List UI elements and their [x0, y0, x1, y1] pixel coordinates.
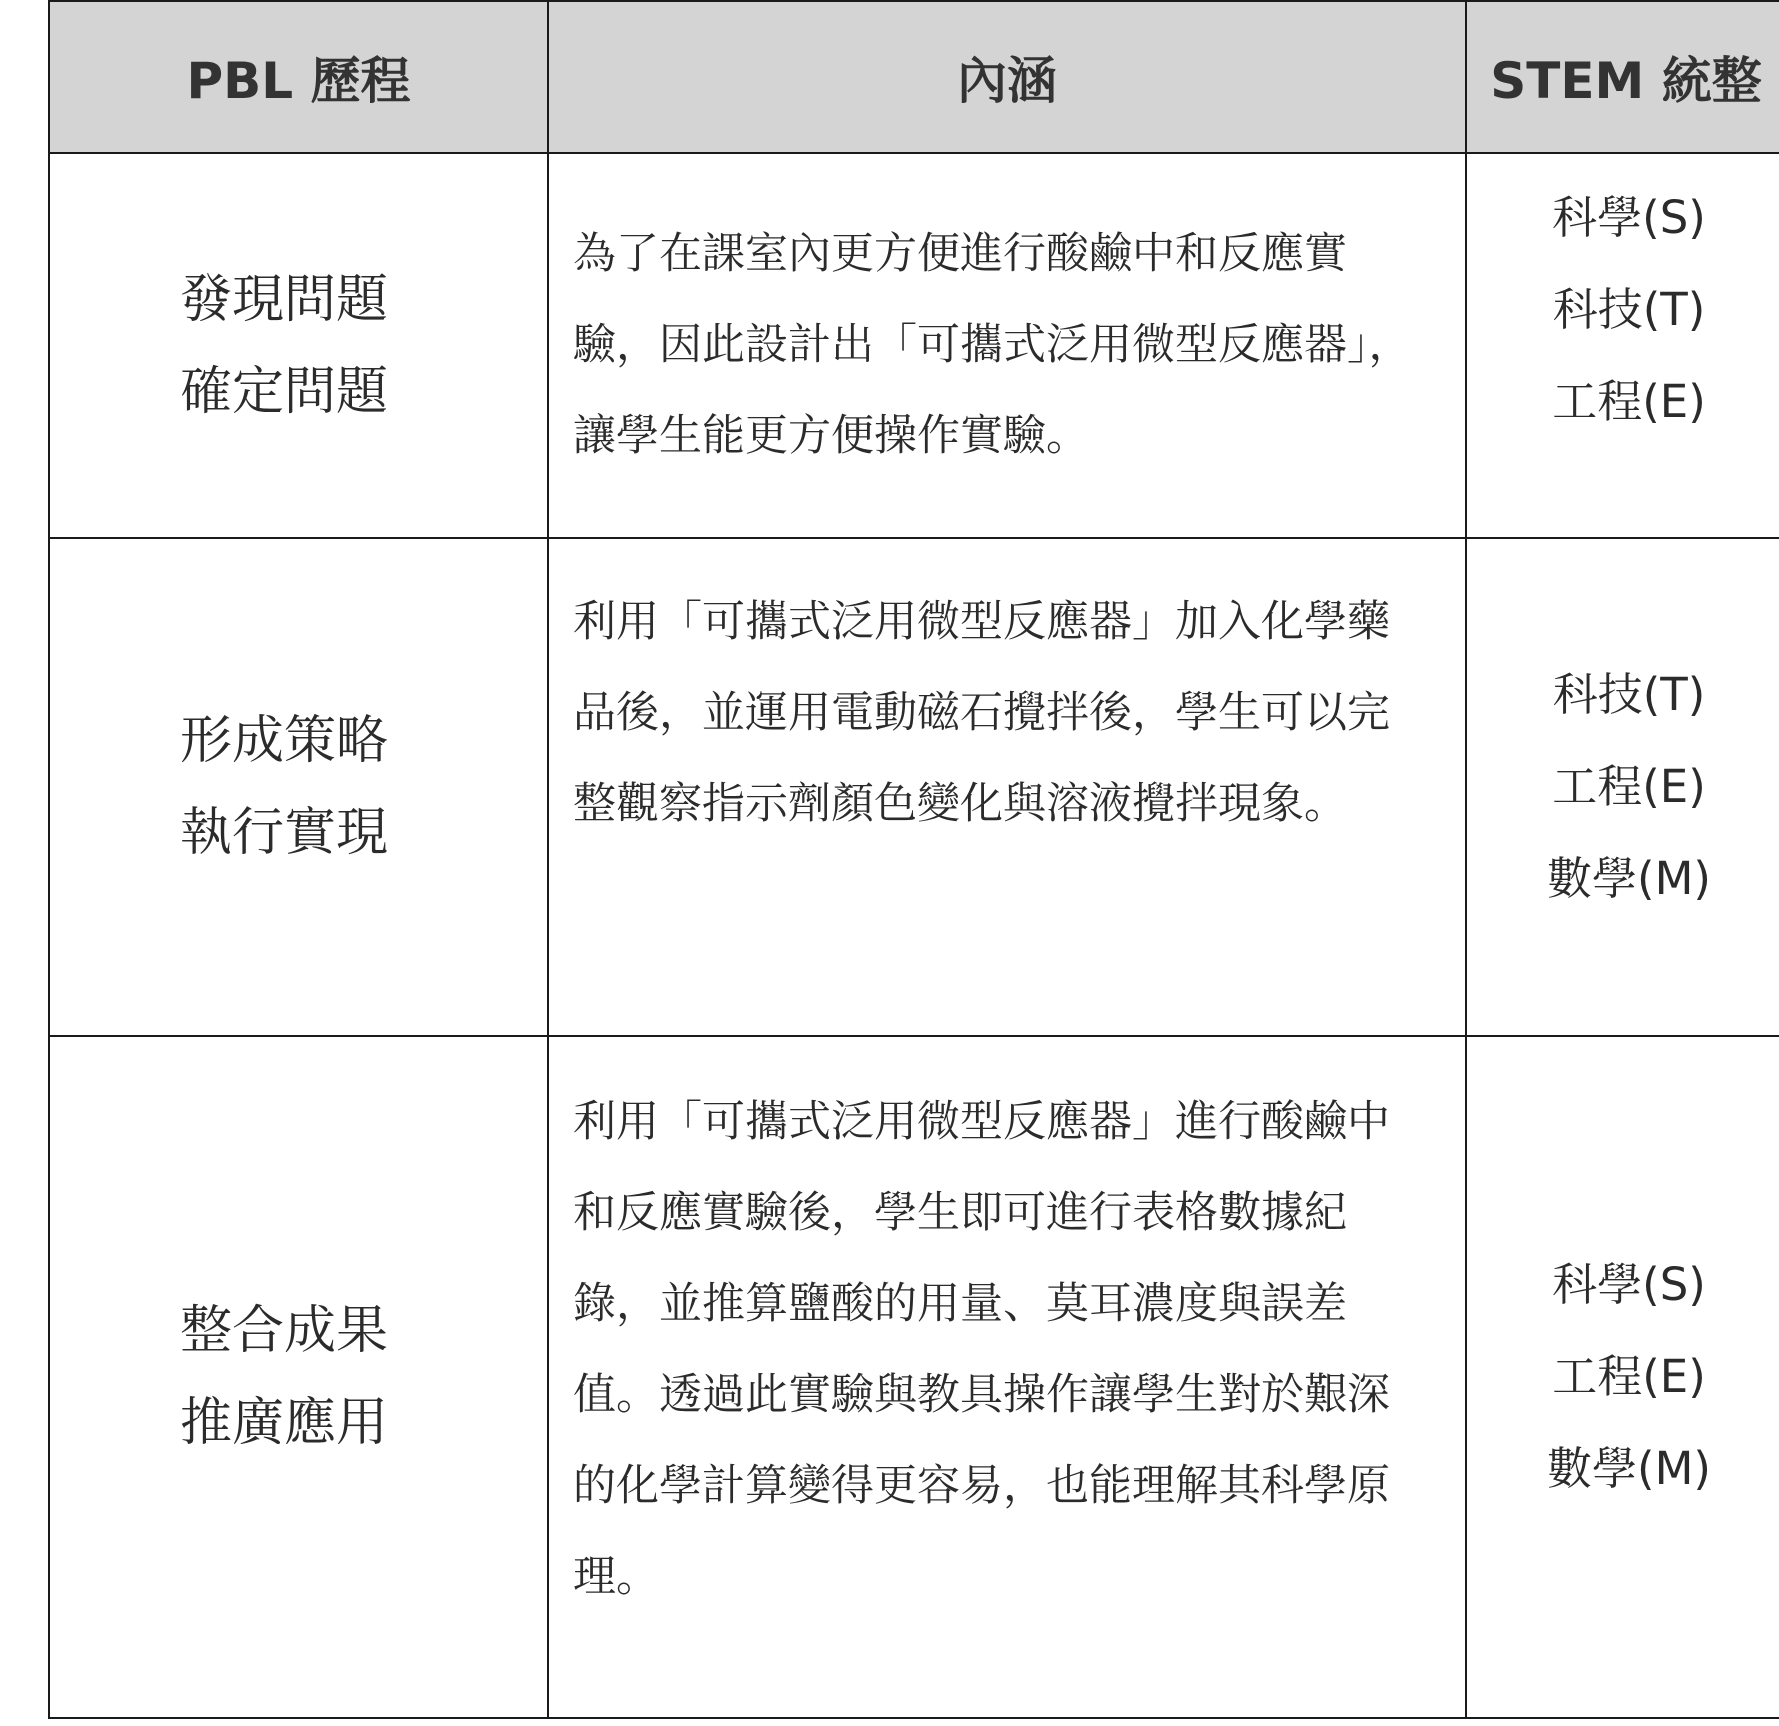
phase-line: 形成策略: [180, 711, 389, 771]
header-stem-integration: STEM 統整: [1466, 1, 1779, 153]
stem-cell: [1466, 153, 1779, 538]
stem-tag: 數學(M): [1547, 852, 1711, 905]
table-row: [49, 538, 1779, 1036]
content-cell: [548, 153, 1466, 538]
stem-tag: 科技(T): [1552, 668, 1706, 721]
phase-line: 確定問題: [180, 361, 389, 422]
table-row: [49, 1036, 1779, 1718]
content-text: 為了在課室內更方便進行酸鹼中和反應實驗，因此設計出「可攜式泛用微型反應器」，讓學生能更方便操作實驗。: [573, 229, 1412, 461]
header-content: 內涵: [548, 1, 1466, 153]
stem-cell: [1466, 538, 1779, 1036]
stem-tag: 工程(E): [1552, 1350, 1706, 1403]
stem-tag: 科學(S): [1552, 1258, 1706, 1311]
header-row: [49, 1, 1779, 153]
phase-line: 整合成果: [180, 1301, 389, 1361]
stem-tag: 科技(T): [1552, 283, 1706, 336]
header-pbl-process: PBL 歷程: [49, 1, 548, 153]
stem-cell: [1466, 1036, 1779, 1718]
phase-line: 推廣應用: [180, 1393, 389, 1453]
table-row: [49, 153, 1779, 538]
content-cell: [548, 538, 1466, 1036]
stem-tag: 工程(E): [1552, 375, 1706, 428]
stem-tag: 工程(E): [1552, 760, 1706, 813]
content-text: 利用「可攜式泛用微型反應器」加入化學藥品後，並運用電動磁石攪拌後，學生可以完整觀察指示劑顏色變化與溶液攪拌現象。: [573, 597, 1390, 829]
content-cell: [548, 1036, 1466, 1718]
phase-cell: [49, 153, 548, 538]
phase-line: 執行實現: [180, 803, 389, 863]
stem-tag: 數學(M): [1547, 1442, 1711, 1495]
content-text: 利用「可攜式泛用微型反應器」進行酸鹼中和反應實驗後，學生即可進行表格數據紀錄，並推算鹽酸的用量、莫耳濃度與誤差值。透過此實驗與教具操作讓學生對於艱深的化學計算變得更容易，也能理解其科學原理。: [573, 1097, 1390, 1602]
phase-cell: [49, 1036, 548, 1718]
phase-cell: [49, 538, 548, 1036]
stem-tag: 科學(S): [1552, 191, 1706, 244]
pbl-stem-table: [48, 0, 1779, 1719]
phase-line: 發現問題: [180, 269, 389, 330]
